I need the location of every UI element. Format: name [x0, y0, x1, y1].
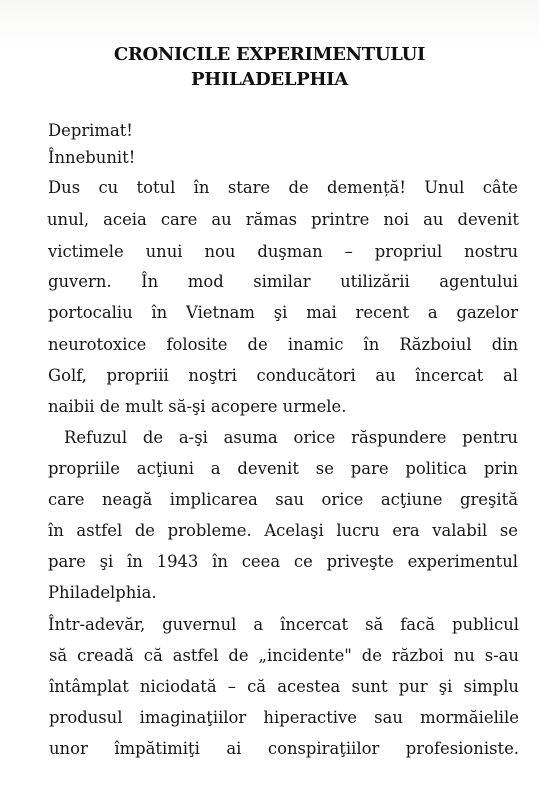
text-line: produsul imaginaţiilor hiperactive sau mormăielile	[49, 708, 519, 727]
chapter-title-line-1: CRONICILE EXPERIMENTULUI	[113, 44, 426, 65]
text-line: Deprimat!	[48, 121, 133, 140]
chapter-title-line-2: PHILADELPHIA	[191, 69, 348, 90]
text-line: în astfel de probleme. Acelaşi lucru era valabil se	[48, 521, 518, 540]
text-line: Refuzul de a-şi asuma orice răspundere pentru	[64, 428, 518, 447]
text-line: naibii de mult să-şi acopere urmele.	[48, 397, 347, 416]
text-line: victimele unui nou duşman – propriul nostru	[48, 242, 518, 261]
text-line: Philadelphia.	[48, 583, 157, 602]
text-line: Înnebunit!	[48, 148, 136, 167]
text-line: unor împătimiţi ai conspiraţiilor profesioniste.	[49, 739, 519, 758]
text-line: să creadă că astfel de „incidente" de război nu s-au	[49, 646, 519, 665]
text-line: unul, aceia care au rămas printre noi au devenit	[47, 210, 519, 229]
text-line: guvern. În mod similar utilizării agentului	[48, 272, 518, 291]
text-line: pare şi în 1943 în ceea ce priveşte experimentul	[48, 552, 518, 571]
text-line: întâmplat niciodată – că acestea sunt pur şi simplu	[49, 677, 519, 696]
text-line: propriile acţiuni a devenit se pare politica prin	[48, 459, 518, 478]
text-line: care neagă implicarea sau orice acţiune greşită	[48, 490, 518, 509]
text-line: portocaliu în Vietnam şi mai recent a gazelor	[48, 303, 518, 322]
text-line: Golf, propriii noştri conducători au încercat al	[48, 366, 518, 385]
text-line: neurotoxice folosite de inamic în Războiul din	[48, 335, 518, 354]
text-line: Dus cu totul în stare de demență! Unul câte	[48, 178, 518, 197]
text-line: Într-adevăr, guvernul a încercat să facă publicul	[48, 615, 519, 634]
